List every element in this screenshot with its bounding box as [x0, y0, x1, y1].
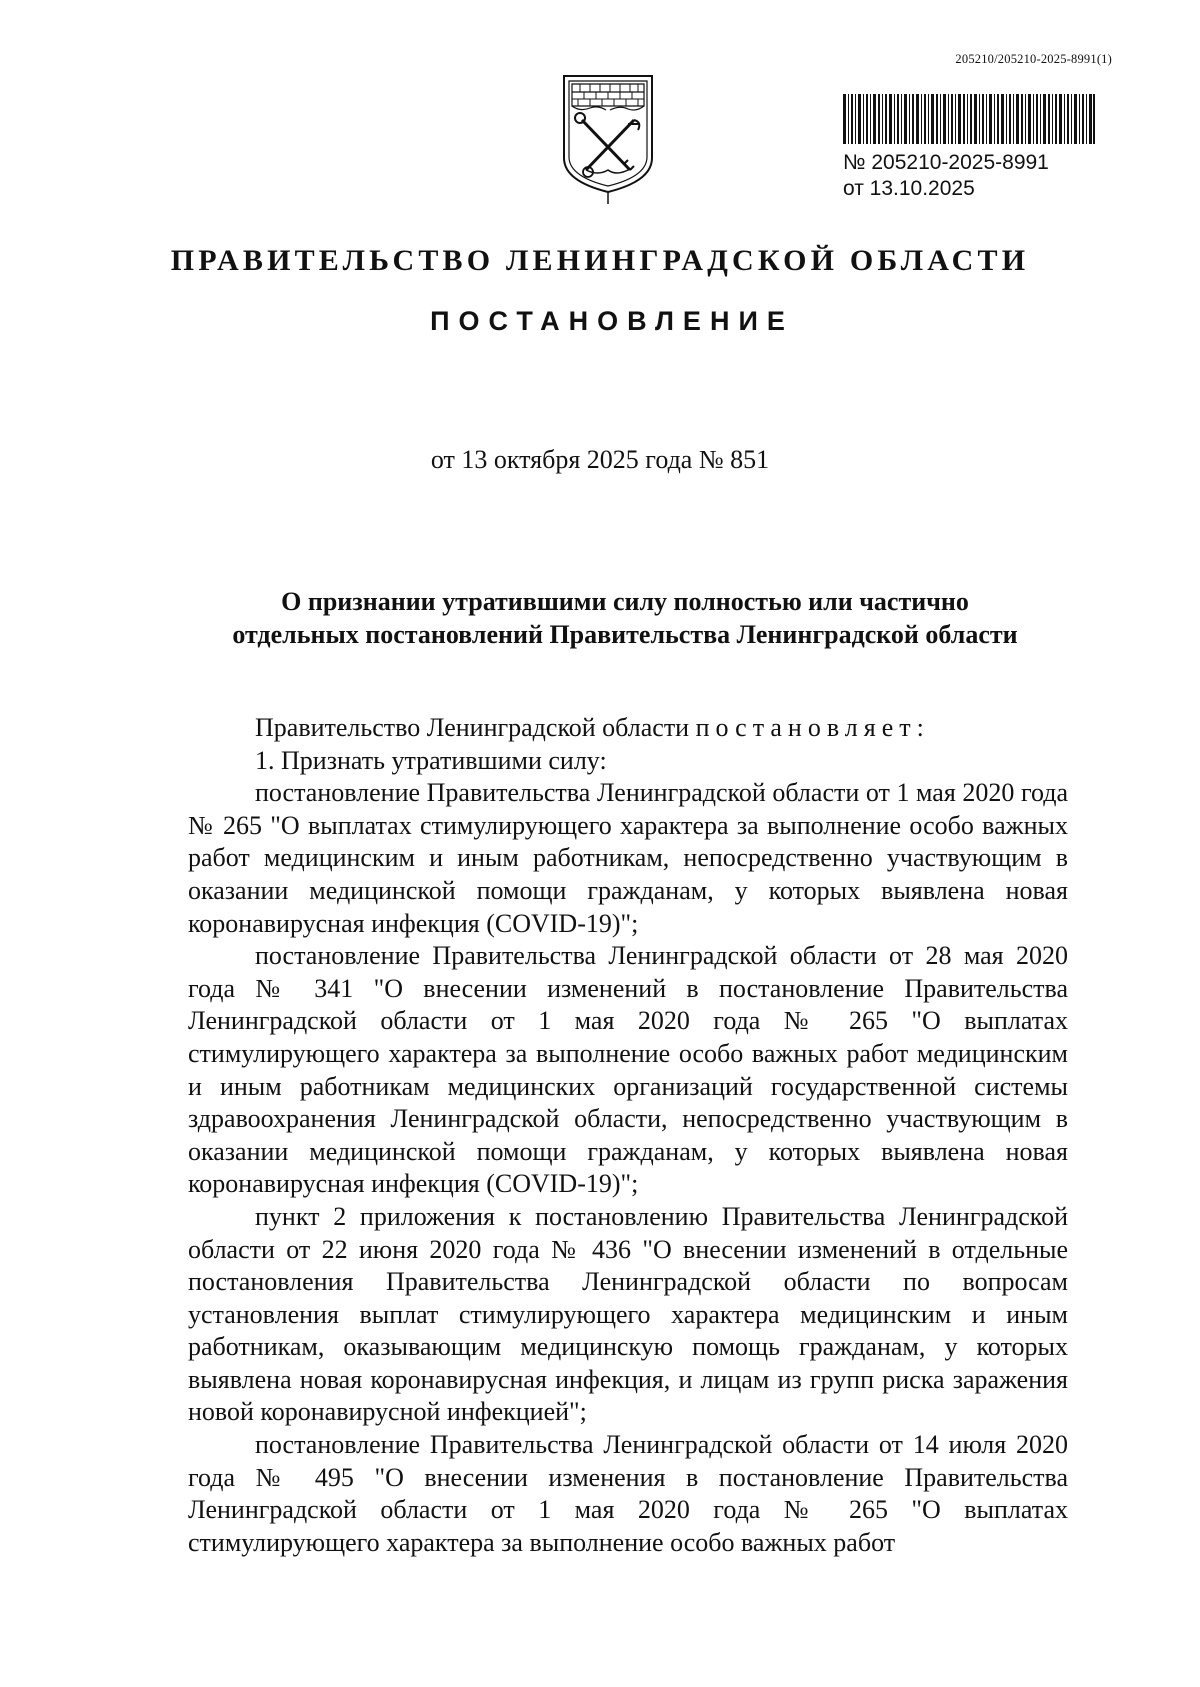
preamble-lead: Правительство Ленинградской области	[255, 713, 696, 742]
coat-of-arms-icon	[558, 72, 658, 206]
subject-line-1: О признании утратившими силу полностью или частично	[281, 587, 969, 616]
preamble	[188, 712, 1068, 745]
body-paragraph: постановление Правительства Ленинградской области от 1 мая 2020 года № 265 "О выплатах стимулирующего характера за выполнение особо важных работ медицинским и иным работникам, непосредственно участвующим в оказании медицинской помощи гражданам, у которых выявлена новая коронавирусная инфекция (COVID-19)";	[188, 778, 1068, 938]
item-1-heading: 1. Признать утратившими силу:	[255, 745, 607, 775]
registration-stamp	[843, 94, 1103, 202]
body-paragraph: постановление Правительства Ленинградской области от 14 июля 2020 года № 495 "О внесении изменения в постановление Правительства Ленинградской области от 1 мая 2020 года № 265 "О выплатах стимулирующего характера за выполнение особо важных работ	[188, 1430, 1068, 1557]
registration-date: от 13.10.2025	[843, 177, 975, 200]
document-subject	[180, 585, 1070, 651]
document-reference: 205210/205210-2025-8991(1)	[955, 52, 1112, 66]
document-type: ПОСТАНОВЛЕНИЕ	[430, 306, 794, 336]
subject-line-2: отдельных постановлений Правительства Ленинградской области	[232, 620, 1018, 649]
body-paragraph: пункт 2 приложения к постановлению Правительства Ленинградской области от 22 июня 2020 года № 436 "О внесении изменений в отдельные постановления Правительства Ленинградской области по вопросам установления выплат стимулирующего характера медицинским и иным работникам, оказывающим медицинскую помощь гражданам, у которых выявлена новая коронавирусная инфекция, и лицам из групп риска заражения новой коронавирусной инфекцией";	[188, 1201, 1068, 1427]
document-date-number: от 13 октября 2025 года № 851	[430, 445, 770, 474]
barcode-icon	[843, 94, 1095, 144]
body-paragraph: постановление Правительства Ленинградской области от 28 мая 2020 года № 341 "О внесении изменений в постановление Правительства Ленинградской области от 1 мая 2020 года № 265 "О выплатах стимулирующего характера за выполнение особо важных работ медицинским и иным работникам медицинских организаций государственной системы здравоохранения Ленинградской области, непосредственно участвующим в оказании медицинской помощи гражданам, у которых выявлена новая коронавирусная инфекция (COVID-19)";	[188, 941, 1068, 1199]
registration-number: № 205210-2025-8991	[843, 151, 1049, 174]
preamble-verb: постановляет:	[695, 713, 930, 742]
document-body	[188, 712, 1068, 1559]
government-title: ПРАВИТЕЛЬСТВО ЛЕНИНГРАДСКОЙ ОБЛАСТИ	[170, 244, 1030, 277]
